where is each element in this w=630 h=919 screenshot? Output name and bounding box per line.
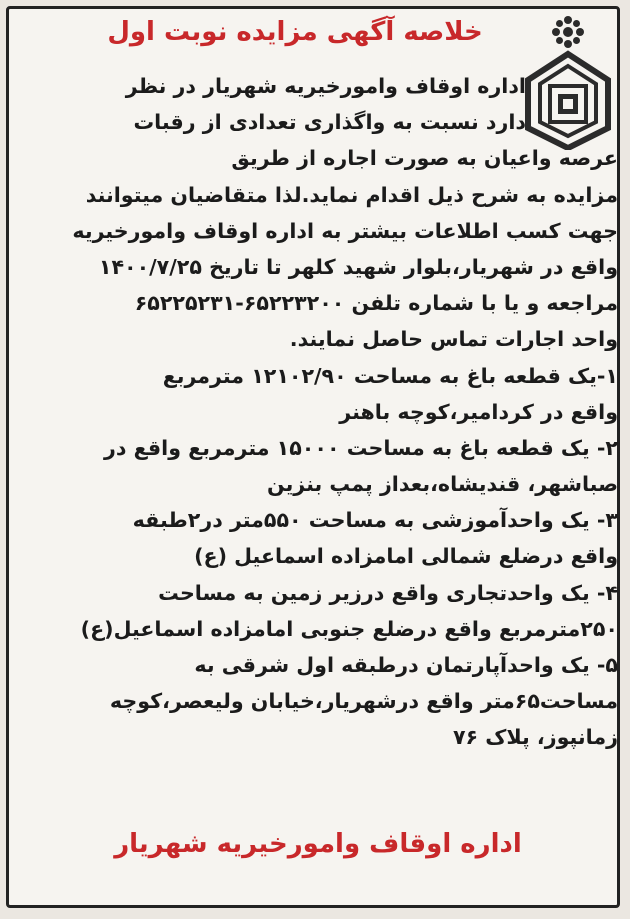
- list-item: ۵- یک واحدآپارتمان درطبقه اول شرقی به: [194, 653, 618, 677]
- list-item: ۱-یک قطعه باغ به مساحت ۱۲۱۰۲/۹۰ مترمربع: [162, 363, 618, 388]
- notice-body: [14, 68, 618, 756]
- list-item: ۳- یک واحدآموزشی به مساحت ۵۵۰متر در۲طبقه: [132, 508, 618, 533]
- list-item: ۴- یک واحدتجاری واقع درزیر زمین به مساحت: [158, 580, 618, 605]
- notice-footer: اداره اوقاف وامورخیریه شهریار: [114, 829, 522, 859]
- body-line: دارد نسبت به واگذاری تعدادی از رقبات: [133, 110, 526, 135]
- body-line: واقع در شهریار،بلوار شهید کلهر تا تاریخ ۱۴۰۰/۷/۲۵: [98, 254, 618, 279]
- list-item: زمانپوز، پلاک ۷۶: [452, 725, 618, 750]
- body-line: جهت کسب اطلاعات بیشتر به اداره اوقاف وامورخیریه: [72, 218, 618, 243]
- body-line: مزایده به شرح ذیل اقدام نماید.لذا متقاضیان میتوانند: [85, 182, 618, 207]
- list-item: ۲۵۰مترمربع واقع درضلع جنوبی امامزاده اسماعیل(ع): [80, 616, 618, 641]
- notice-title: خلاصه آگهی مزایده نوبت اول: [107, 17, 483, 47]
- body-line: عرصه واعیان به صورت اجاره از طریق: [231, 146, 618, 171]
- body-line: واحد اجارات تماس حاصل نمایند.: [289, 327, 618, 352]
- body-line: مراجعه و یا با شماره تلفن ۶۵۲۲۳۲۰۰-۶۵۲۲۵۲۳۱: [134, 291, 618, 316]
- list-item: ۲- یک قطعه باغ به مساحت ۱۵۰۰۰ مترمربع واقع در: [103, 435, 618, 460]
- list-item: واقع درضلع شمالی امامزاده اسماعیل (ع): [194, 544, 618, 569]
- list-item: صباشهر، قندیشاه،بعداز پمپ بنزین: [267, 472, 618, 497]
- list-item: مساحت۶۵متر واقع درشهریار،خیابان ولیعصر،کوچه: [109, 689, 618, 714]
- body-line: اداره اوقاف وامورخیریه شهریار در نظر: [125, 74, 526, 98]
- list-item: واقع در کردامیر،کوچه باهنر: [339, 399, 618, 424]
